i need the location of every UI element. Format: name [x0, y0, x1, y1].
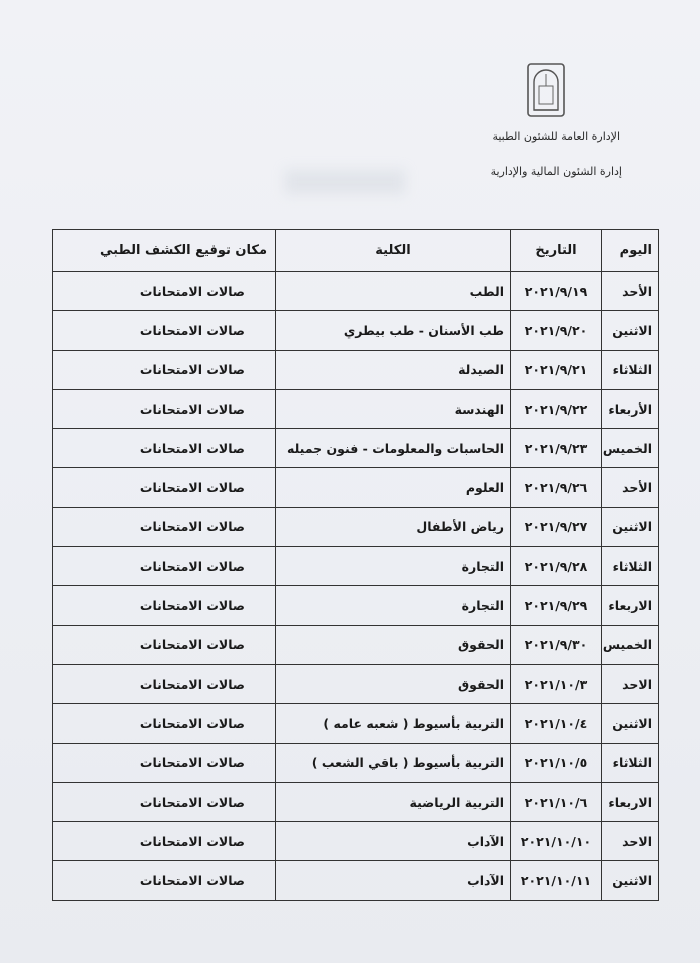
cell-faculty: التجارة	[276, 547, 511, 586]
cell-date: ٢٠٢١/١٠/٥	[511, 743, 602, 782]
table-header-row	[53, 230, 659, 272]
table-row	[53, 625, 659, 664]
cell-date: ٢٠٢١/٩/٢٩	[511, 586, 602, 625]
table-row	[53, 861, 659, 900]
table-row	[53, 586, 659, 625]
cell-location: صالات الامتحانات	[53, 743, 276, 782]
cell-date: ٢٠٢١/١٠/١٠	[511, 822, 602, 861]
university-seal-icon	[526, 60, 566, 120]
cell-faculty: الآداب	[276, 822, 511, 861]
cell-faculty: التربية الرياضية	[276, 782, 511, 821]
table-row	[53, 507, 659, 546]
cell-day: الاثنين	[602, 311, 659, 350]
cell-location: صالات الامتحانات	[53, 311, 276, 350]
cell-day: الأحد	[602, 272, 659, 311]
cell-date: ٢٠٢١/١٠/١١	[511, 861, 602, 900]
table-row	[53, 782, 659, 821]
cell-day: الثلاثاء	[602, 743, 659, 782]
cell-day: الخميس	[602, 625, 659, 664]
cell-day: الثلاثاء	[602, 547, 659, 586]
cell-day: الاربعاء	[602, 782, 659, 821]
cell-faculty: طب الأسنان - طب بيطري	[276, 311, 511, 350]
cell-location: صالات الامتحانات	[53, 272, 276, 311]
cell-date: ٢٠٢١/٩/١٩	[511, 272, 602, 311]
cell-date: ٢٠٢١/٩/٢٦	[511, 468, 602, 507]
table-row	[53, 743, 659, 782]
cell-faculty: الحقوق	[276, 625, 511, 664]
cell-faculty: الهندسة	[276, 389, 511, 428]
cell-day: الاثنين	[602, 704, 659, 743]
cell-faculty: التجارة	[276, 586, 511, 625]
table-row	[53, 664, 659, 703]
header-location: مكان توقيع الكشف الطبي	[53, 230, 276, 272]
table-row	[53, 350, 659, 389]
header-day: اليوم	[602, 230, 659, 272]
cell-location: صالات الامتحانات	[53, 861, 276, 900]
cell-faculty: الصيدلة	[276, 350, 511, 389]
cell-date: ٢٠٢١/١٠/٦	[511, 782, 602, 821]
cell-day: الاحد	[602, 664, 659, 703]
table-row	[53, 311, 659, 350]
cell-date: ٢٠٢١/٩/٢٧	[511, 507, 602, 546]
cell-day: الأربعاء	[602, 389, 659, 428]
cell-location: صالات الامتحانات	[53, 507, 276, 546]
cell-day: الثلاثاء	[602, 350, 659, 389]
cell-location: صالات الامتحانات	[53, 704, 276, 743]
cell-date: ٢٠٢١/٩/٢٢	[511, 389, 602, 428]
cell-location: صالات الامتحانات	[53, 822, 276, 861]
cell-location: صالات الامتحانات	[53, 389, 276, 428]
cell-date: ٢٠٢١/٩/٢١	[511, 350, 602, 389]
cell-faculty: العلوم	[276, 468, 511, 507]
cell-faculty: التربية بأسيوط ( باقي الشعب )	[276, 743, 511, 782]
cell-day: الخميس	[602, 429, 659, 468]
table-row	[53, 822, 659, 861]
cell-faculty: الحقوق	[276, 664, 511, 703]
header-financial-administration: إدارة الشئون المالية والإدارية	[490, 165, 622, 178]
cell-faculty: التربية بأسيوط ( شعبه عامه )	[276, 704, 511, 743]
table-row	[53, 468, 659, 507]
cell-day: الأحد	[602, 468, 659, 507]
cell-day: الاثنين	[602, 861, 659, 900]
cell-faculty: الحاسبات والمعلومات - فنون جميله	[276, 429, 511, 468]
scan-smudge	[285, 170, 405, 194]
cell-location: صالات الامتحانات	[53, 782, 276, 821]
header-general-administration: الإدارة العامة للشئون الطبية	[492, 130, 620, 143]
cell-date: ٢٠٢١/١٠/٣	[511, 664, 602, 703]
header-faculty: الكلية	[276, 230, 511, 272]
cell-date: ٢٠٢١/٩/٢٠	[511, 311, 602, 350]
cell-location: صالات الامتحانات	[53, 429, 276, 468]
cell-location: صالات الامتحانات	[53, 625, 276, 664]
table-row	[53, 272, 659, 311]
cell-date: ٢٠٢١/١٠/٤	[511, 704, 602, 743]
table-row	[53, 704, 659, 743]
cell-location: صالات الامتحانات	[53, 664, 276, 703]
cell-date: ٢٠٢١/٩/٢٣	[511, 429, 602, 468]
medical-exam-schedule-table	[52, 229, 659, 901]
cell-faculty: رياض الأطفال	[276, 507, 511, 546]
table-row	[53, 547, 659, 586]
cell-location: صالات الامتحانات	[53, 547, 276, 586]
cell-location: صالات الامتحانات	[53, 586, 276, 625]
table-row	[53, 389, 659, 428]
header-date: التاريخ	[511, 230, 602, 272]
cell-location: صالات الامتحانات	[53, 468, 276, 507]
cell-day: الاحد	[602, 822, 659, 861]
cell-location: صالات الامتحانات	[53, 350, 276, 389]
cell-faculty: الطب	[276, 272, 511, 311]
cell-date: ٢٠٢١/٩/٢٨	[511, 547, 602, 586]
table-row	[53, 429, 659, 468]
cell-faculty: الآداب	[276, 861, 511, 900]
cell-day: الاثنين	[602, 507, 659, 546]
cell-day: الاربعاء	[602, 586, 659, 625]
cell-date: ٢٠٢١/٩/٣٠	[511, 625, 602, 664]
